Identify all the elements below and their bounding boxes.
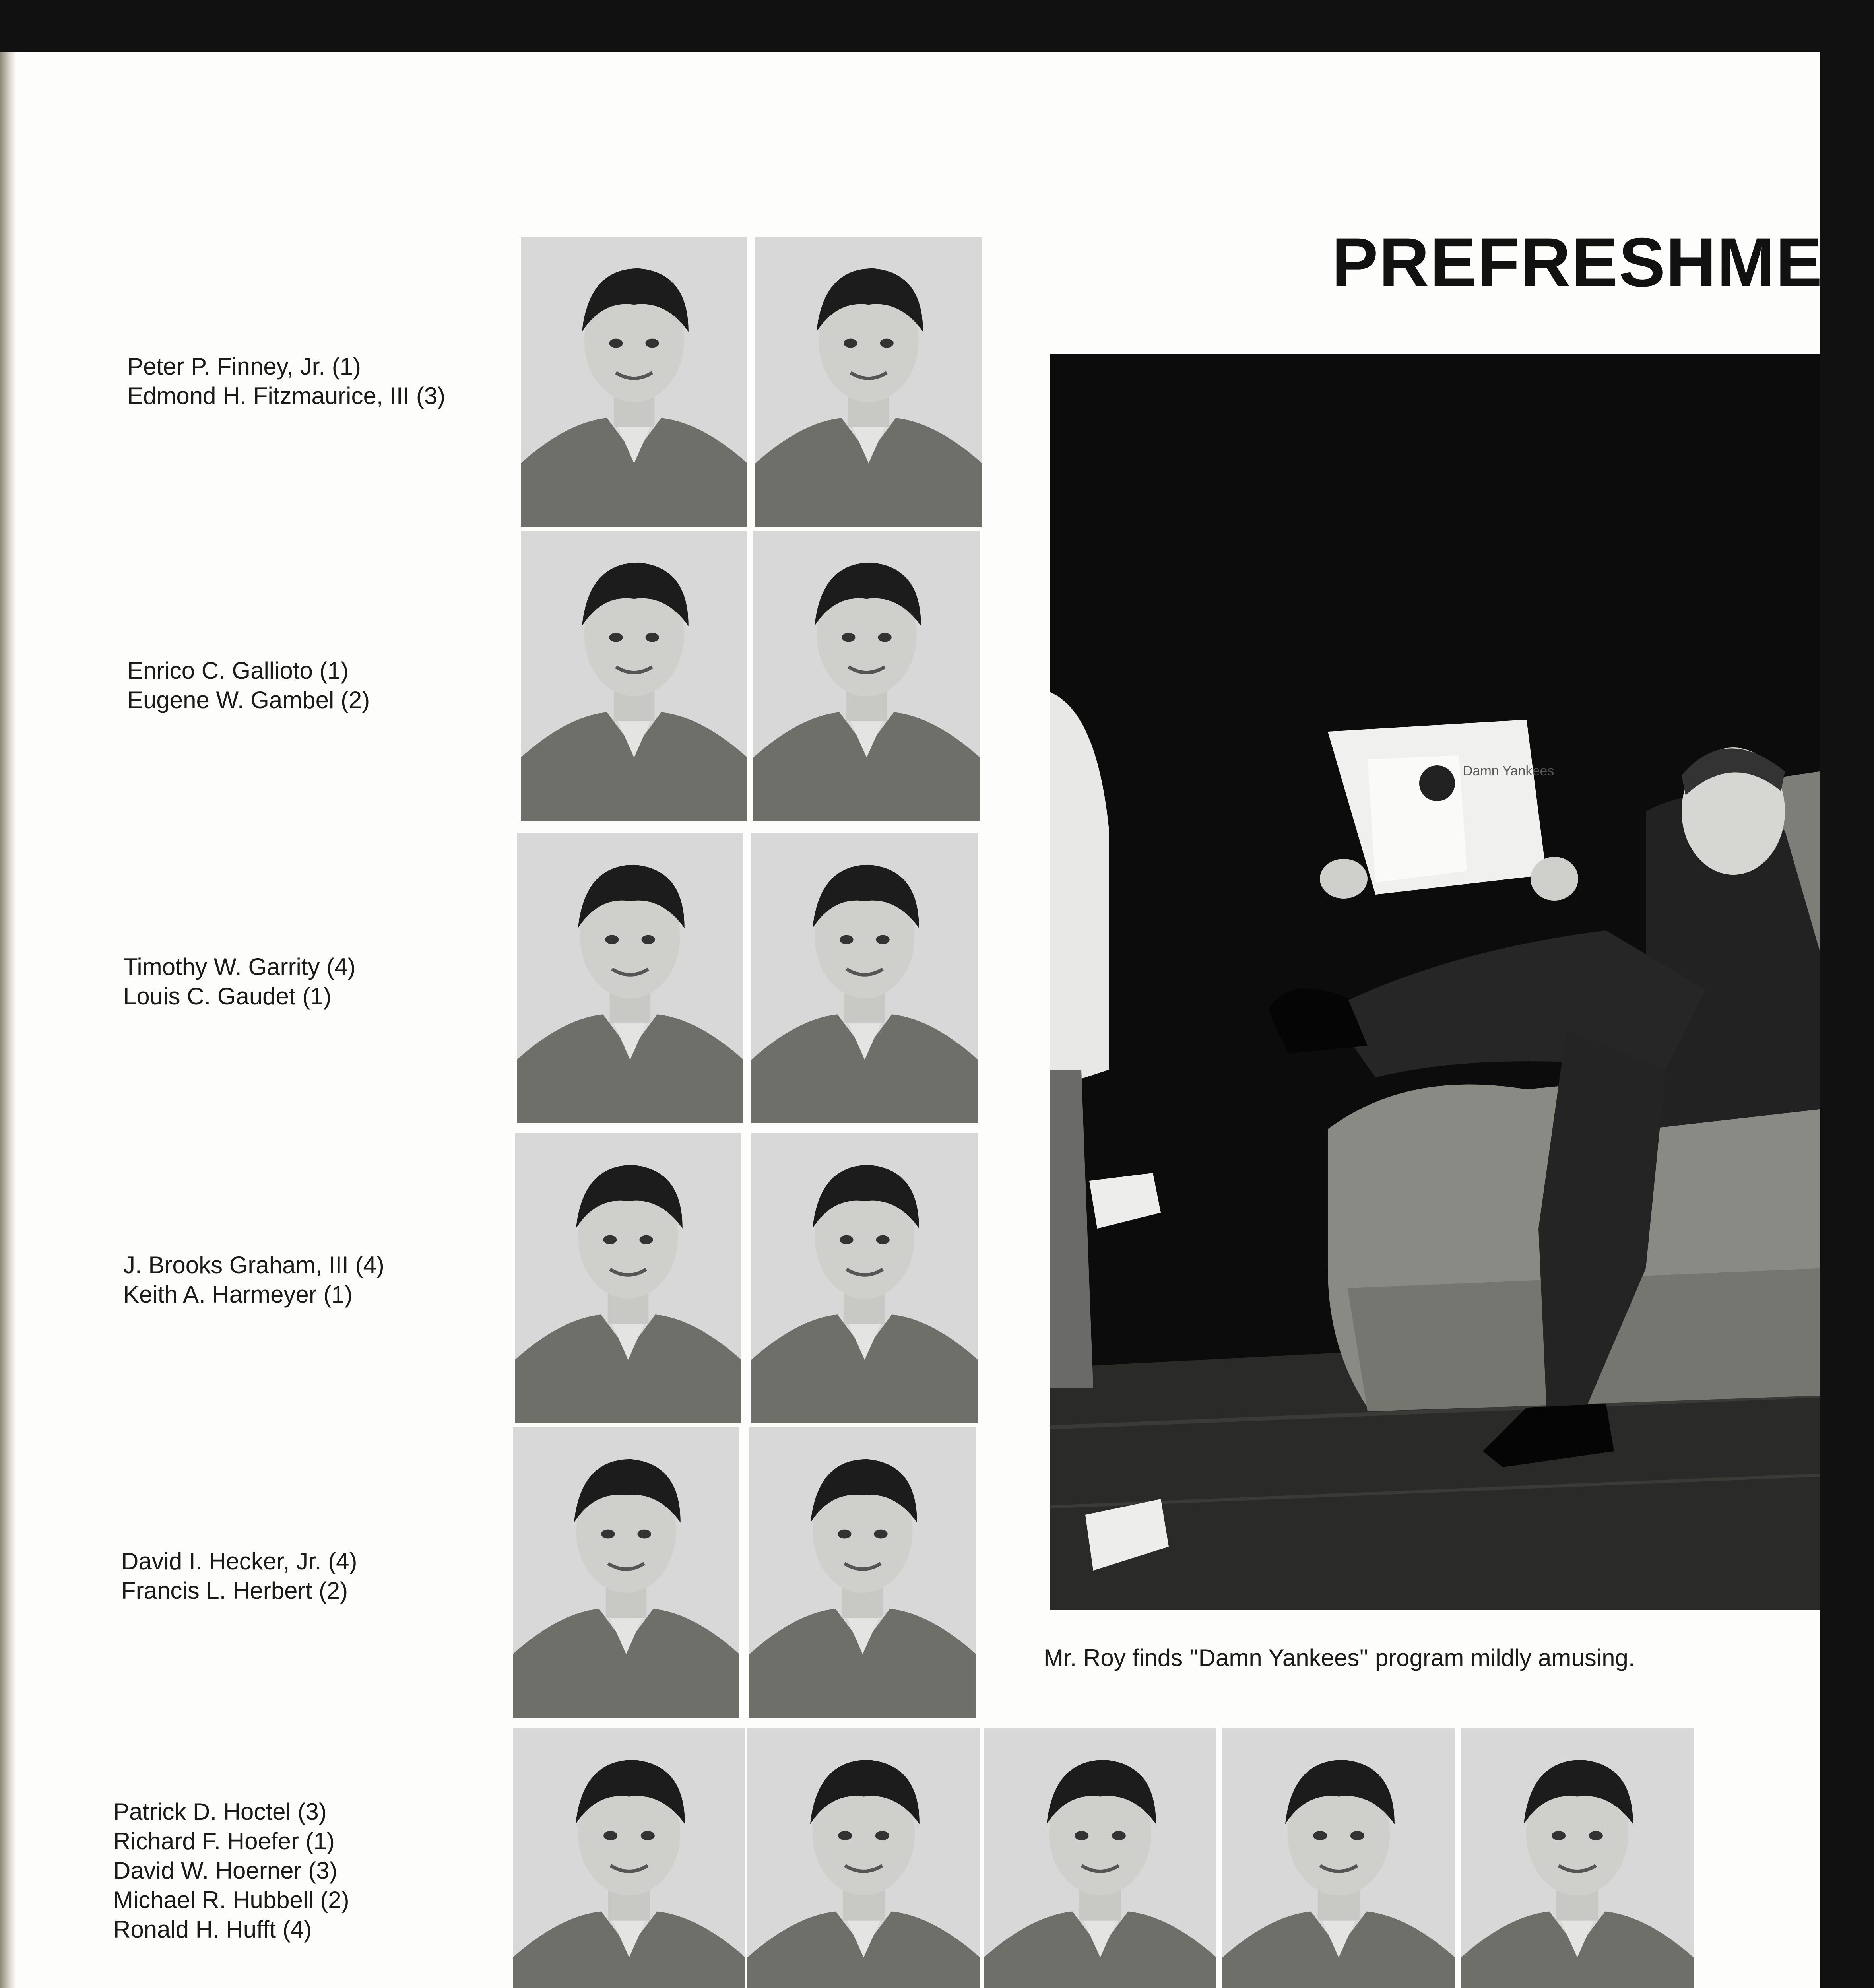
student-portrait [521,237,747,527]
name-block-row-2 [127,656,370,715]
name-entry: Michael R. Hubbell (2) [113,1887,349,1913]
student-portrait [1461,1728,1694,1988]
program-cover-text: Damn Yankees [1463,763,1554,779]
name-entry: Enrico C. Gallioto (1) [127,657,349,684]
student-portrait [753,531,980,821]
name-entry: Francis L. Herbert (2) [121,1577,348,1604]
name-block-row-1 [127,352,445,411]
name-block-row-4 [123,1250,384,1309]
name-entry: Edmond H. Fitzmaurice, III (3) [127,382,446,409]
student-portrait [513,1728,745,1988]
name-block-row-6 [113,1797,349,1944]
name-block-row-3 [123,952,355,1011]
student-portrait [749,1427,976,1718]
name-entry: Patrick D. Hoctel (3) [113,1798,327,1825]
student-portrait [513,1427,739,1718]
name-entry: David I. Hecker, Jr. (4) [121,1548,357,1574]
name-entry: Eugene W. Gambel (2) [127,687,370,713]
student-portrait [747,1728,980,1988]
student-portrait [751,1133,978,1423]
name-entry: Ronald H. Hufft (4) [113,1916,312,1943]
student-portrait [515,1133,741,1423]
name-entry: Richard F. Hoefer (1) [113,1828,335,1854]
name-entry: David W. Hoerner (3) [113,1857,338,1884]
page-title: PREFRESHMEN [1332,224,1874,301]
student-portrait [1222,1728,1455,1988]
candid-photo-mr-roy [1050,354,1820,1610]
student-portrait [517,833,743,1123]
name-entry: Keith A. Harmeyer (1) [123,1281,353,1308]
photo-caption: Mr. Roy finds ''Damn Yankees'' program mildly amusing. [1044,1644,1635,1671]
name-block-row-5 [121,1547,357,1606]
student-portrait [755,237,982,527]
student-portrait [984,1728,1216,1988]
name-entry: J. Brooks Graham, III (4) [123,1252,384,1278]
name-entry: Timothy W. Garrity (4) [123,953,356,980]
page-binding-shadow [0,52,16,1988]
student-portrait [521,531,747,821]
student-portrait [751,833,978,1123]
name-entry: Peter P. Finney, Jr. (1) [127,353,361,380]
name-entry: Louis C. Gaudet (1) [123,983,332,1010]
